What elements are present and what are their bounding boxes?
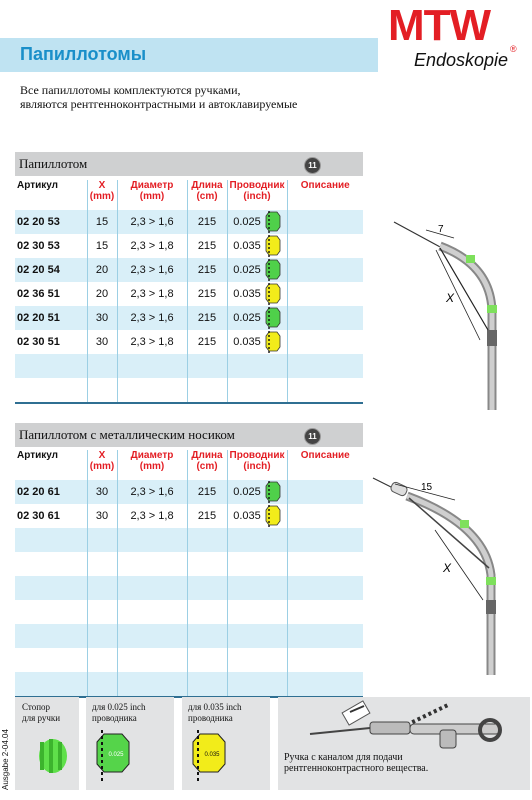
diagram2-top-label: 15	[421, 482, 433, 493]
x-cell: 20	[87, 258, 117, 282]
section2-rows	[15, 480, 363, 697]
length-cell	[187, 624, 227, 648]
length-cell	[187, 648, 227, 672]
table-row	[15, 600, 363, 624]
guide-cell	[227, 258, 287, 282]
table-row	[15, 378, 363, 403]
diameter-cell	[117, 648, 187, 672]
description-cell	[287, 330, 363, 354]
guide-cell	[227, 354, 287, 378]
diameter-cell: 2,3 > 1,6	[117, 480, 187, 504]
guide-value: 0.025	[233, 216, 261, 228]
guide-cell	[227, 528, 287, 552]
description-cell	[287, 378, 363, 403]
article-cell	[15, 354, 87, 378]
description-cell	[287, 672, 363, 697]
stopper-icon	[36, 736, 70, 776]
col-description: Описание	[300, 450, 350, 461]
table-row	[15, 354, 363, 378]
diagram1-top-label: 7	[438, 224, 444, 235]
diameter-cell	[117, 600, 187, 624]
guide-cell	[227, 330, 287, 354]
x-cell	[87, 528, 117, 552]
x-cell: 30	[87, 480, 117, 504]
length-cell: 215	[187, 210, 227, 234]
length-cell	[187, 528, 227, 552]
x-cell	[87, 354, 117, 378]
guide-cell	[227, 210, 287, 234]
description-cell	[287, 648, 363, 672]
table-row	[15, 528, 363, 552]
col-x: X (mm)	[87, 180, 117, 210]
description-cell	[287, 306, 363, 330]
intro-line-2: являются рентгенноконтрастными и автоклавируемые	[20, 97, 298, 111]
guide-cell	[227, 552, 287, 576]
guide-035-label: для 0.035 inch проводника	[188, 702, 242, 723]
guide-marker-icon	[263, 331, 281, 353]
diameter-cell	[117, 354, 187, 378]
diameter-cell	[117, 378, 187, 403]
diameter-cell: 2,3 > 1,8	[117, 330, 187, 354]
guide-marker-icon	[263, 307, 281, 329]
guide-marker-icon	[263, 283, 281, 305]
x-cell	[87, 552, 117, 576]
length-cell: 215	[187, 258, 227, 282]
guide-cell	[227, 576, 287, 600]
description-cell	[287, 258, 363, 282]
guide-marker-icon	[263, 481, 281, 503]
diagram2-x-label: X	[443, 561, 452, 575]
length-cell	[187, 600, 227, 624]
table-row	[15, 210, 363, 234]
section2-title: Папиллотом с металлическим носиком	[19, 427, 235, 442]
description-cell	[287, 480, 363, 504]
description-cell	[287, 504, 363, 528]
guide-value: 0.025	[233, 264, 261, 276]
col-article: Артикул	[15, 180, 87, 210]
length-cell	[187, 552, 227, 576]
guide-cell	[227, 480, 287, 504]
stopper-label: Стопор для ручки	[22, 702, 61, 723]
diameter-cell: 2,3 > 1,6	[117, 258, 187, 282]
article-cell: 02 20 53	[15, 210, 87, 234]
section2-badge: 11	[304, 428, 321, 445]
diameter-cell: 2,3 > 1,8	[117, 282, 187, 306]
guide-value: 0.035	[233, 336, 261, 348]
guide-cell	[227, 504, 287, 528]
article-cell	[15, 576, 87, 600]
x-cell: 20	[87, 282, 117, 306]
length-cell	[187, 354, 227, 378]
length-cell	[187, 378, 227, 403]
guide-value: 0.025	[233, 486, 261, 498]
x-cell: 30	[87, 330, 117, 354]
length-cell: 215	[187, 330, 227, 354]
guide-marker-icon	[263, 259, 281, 281]
x-cell	[87, 624, 117, 648]
guide-value: 0.035	[233, 240, 261, 252]
x-cell	[87, 648, 117, 672]
guide-cell	[227, 624, 287, 648]
guide-cell	[227, 234, 287, 258]
section1-badge: 11	[304, 157, 321, 174]
article-cell: 02 30 51	[15, 330, 87, 354]
guide-cell	[227, 672, 287, 697]
diameter-cell: 2,3 > 1,6	[117, 306, 187, 330]
col-length: Длина (cm)	[187, 180, 227, 210]
description-cell	[287, 576, 363, 600]
x-cell: 15	[87, 210, 117, 234]
col-guide: Проводник (inch)	[227, 450, 287, 480]
guide-marker-icon	[263, 505, 281, 527]
table-row	[15, 480, 363, 504]
col-diameter: Диаметр (mm)	[117, 180, 187, 210]
col-description: Описание	[300, 180, 350, 191]
article-cell: 02 20 61	[15, 480, 87, 504]
guide-value: 0.025	[233, 312, 261, 324]
diameter-cell	[117, 672, 187, 697]
guide-cell	[227, 648, 287, 672]
section2-table	[15, 450, 363, 698]
table-row	[15, 306, 363, 330]
length-cell: 215	[187, 504, 227, 528]
article-cell: 02 30 53	[15, 234, 87, 258]
x-cell	[87, 378, 117, 403]
table-row	[15, 624, 363, 648]
papillotome-diagram	[380, 210, 532, 420]
handle-label: Ручка с каналом для подачи рентгенноконтрастного вещества.	[284, 752, 429, 774]
x-cell: 15	[87, 234, 117, 258]
diameter-cell	[117, 624, 187, 648]
col-article: Артикул	[15, 450, 87, 480]
edition-label: Ausgabe 2-04.04	[1, 729, 10, 790]
guide-cell	[227, 306, 287, 330]
description-cell	[287, 354, 363, 378]
article-cell	[15, 600, 87, 624]
col-diameter: Диаметр (mm)	[117, 450, 187, 480]
diameter-cell: 2,3 > 1,6	[117, 210, 187, 234]
intro-line-1: Все папиллотомы комплектуются ручками,	[20, 83, 241, 97]
length-cell: 215	[187, 480, 227, 504]
guide-cell	[227, 282, 287, 306]
page-title: Папиллотомы	[20, 44, 147, 64]
guide-marker-icon	[263, 211, 281, 233]
diameter-cell	[117, 528, 187, 552]
article-cell: 02 20 51	[15, 306, 87, 330]
article-cell: 02 36 51	[15, 282, 87, 306]
x-cell	[87, 600, 117, 624]
description-cell	[287, 600, 363, 624]
description-cell	[287, 234, 363, 258]
description-cell	[287, 624, 363, 648]
length-cell: 215	[187, 306, 227, 330]
guide-025-marker-icon	[92, 730, 134, 784]
x-cell	[87, 672, 117, 697]
article-cell	[15, 648, 87, 672]
registered-mark: ®	[510, 44, 517, 54]
table-row	[15, 576, 363, 600]
description-cell	[287, 210, 363, 234]
guide-value: 0.035	[233, 510, 261, 522]
article-cell	[15, 528, 87, 552]
diameter-cell: 2,3 > 1,8	[117, 504, 187, 528]
guide-025-value: 0.025	[108, 752, 124, 758]
guide-035-value: 0.035	[204, 752, 220, 758]
guide-cell	[227, 600, 287, 624]
table-row	[15, 504, 363, 528]
article-cell	[15, 552, 87, 576]
brand-subtitle: Endoskopie	[414, 50, 509, 70]
guide-marker-icon	[263, 235, 281, 257]
description-cell	[287, 528, 363, 552]
intro-text	[20, 83, 380, 111]
diameter-cell	[117, 552, 187, 576]
section1-rows	[15, 210, 363, 403]
article-cell	[15, 672, 87, 697]
length-cell: 215	[187, 282, 227, 306]
length-cell	[187, 672, 227, 697]
description-cell	[287, 282, 363, 306]
guide-035-marker-icon	[188, 730, 230, 784]
diameter-cell	[117, 576, 187, 600]
length-cell	[187, 576, 227, 600]
article-cell: 02 30 61	[15, 504, 87, 528]
table-row	[15, 330, 363, 354]
section1-title: Папиллотом	[19, 156, 88, 171]
article-cell	[15, 624, 87, 648]
guide-025-label: для 0.025 inch проводника	[92, 702, 146, 723]
table-row	[15, 258, 363, 282]
guide-cell	[227, 378, 287, 403]
diagram1-x-label: X	[446, 291, 455, 305]
col-guide: Проводник (inch)	[227, 180, 287, 210]
col-length: Длина (cm)	[187, 450, 227, 480]
section1-table	[15, 180, 363, 404]
table-row	[15, 648, 363, 672]
table-row	[15, 552, 363, 576]
x-cell: 30	[87, 306, 117, 330]
x-cell: 30	[87, 504, 117, 528]
article-cell: 02 20 54	[15, 258, 87, 282]
col-x: X (mm)	[87, 450, 117, 480]
article-cell	[15, 378, 87, 403]
metal-tip-papillotome-diagram	[365, 470, 532, 680]
description-cell	[287, 552, 363, 576]
table-row	[15, 234, 363, 258]
guide-value: 0.035	[233, 288, 261, 300]
handle-icon	[300, 700, 528, 755]
brand-logo: MTW	[388, 1, 491, 50]
length-cell: 215	[187, 234, 227, 258]
table-row	[15, 672, 363, 697]
table-row	[15, 282, 363, 306]
x-cell	[87, 576, 117, 600]
diameter-cell: 2,3 > 1,8	[117, 234, 187, 258]
